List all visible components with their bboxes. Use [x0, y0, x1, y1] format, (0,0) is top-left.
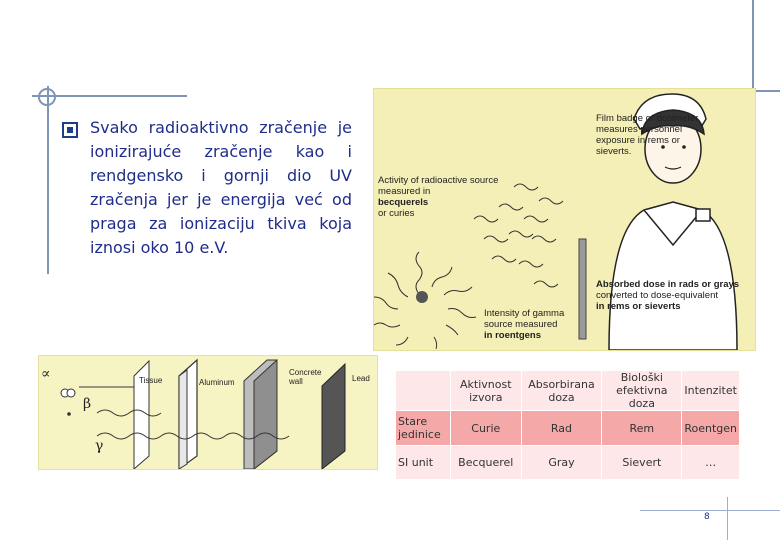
bullet-text: Svako radioaktivno zračenje je ionizirajuće zračenje kao i rendgensko i gornji dio UV zračenja jer je energija već od praga za ionizaciju tkiva koja iznosi oko 10 e.V. — [90, 118, 352, 257]
table-row — [396, 446, 740, 480]
penetration-diagram — [38, 355, 378, 470]
table-cell: Gray — [521, 446, 602, 480]
table-cell: SI unit — [396, 446, 451, 480]
table-cell: Stare jedinice — [396, 411, 451, 446]
table-cell: Aktivnost izvora — [451, 371, 522, 411]
aluminum-label: Aluminum — [199, 378, 235, 387]
decor-circle — [38, 88, 56, 106]
table-cell: Absorbirana doza — [521, 371, 602, 411]
lead-label: Lead — [352, 374, 370, 383]
bullet-point — [62, 116, 352, 260]
decor-line — [47, 86, 49, 274]
bullet-box-icon — [62, 122, 78, 138]
table-cell: Intenzitet — [682, 371, 740, 411]
table-cell: Rem — [602, 411, 682, 446]
table-cell: Curie — [451, 411, 522, 446]
table-cell: Biološki efektivna doza — [602, 371, 682, 411]
table-cell: Roentgen — [682, 411, 740, 446]
intensity-label: Intensity of gamma source measured in roentgens — [484, 308, 565, 341]
table-row — [396, 411, 740, 446]
beta-symbol: β — [83, 396, 92, 412]
activity-label: Activity of radioactive source measured in becquerels or curies — [378, 175, 499, 219]
decor-line — [752, 0, 754, 92]
shielding-illustration — [39, 356, 377, 469]
decor-line — [727, 497, 728, 540]
table-header-row — [396, 371, 740, 411]
radiation-units-table — [395, 371, 740, 479]
film-badge-label: Film badge or dosimeter measures personnel exposure in rems or sieverts. — [596, 113, 699, 157]
absorbed-dose-label: Absorbed dose in rads or grays converted to dose-equivalent in rems or sieverts — [596, 279, 740, 312]
page-number: 8 — [704, 512, 710, 522]
radiation-units-illustration — [373, 88, 756, 351]
tissue-label: Tissue — [139, 376, 163, 385]
table-cell: Rad — [521, 411, 602, 446]
alpha-symbol: ∝ — [41, 366, 51, 382]
concrete-label: Concrete wall — [289, 368, 322, 386]
table-cell: … — [682, 446, 740, 480]
decor-line — [640, 510, 780, 511]
table-cell: Sievert — [602, 446, 682, 480]
gamma-symbol: γ — [95, 438, 104, 454]
table-cell — [396, 371, 451, 411]
table-cell: Becquerel — [451, 446, 522, 480]
